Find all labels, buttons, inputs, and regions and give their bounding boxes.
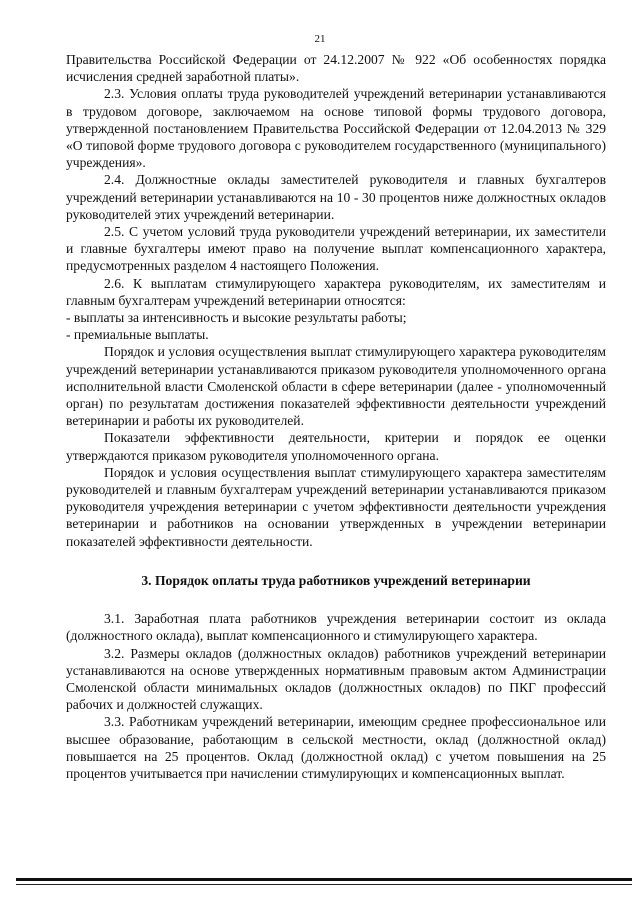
paragraph-2-5: 2.5. С учетом условий труда руководители учреждений ветеринарии, их заместители и главные бухгалтеры имеют право на получение выплат компенсационного характера, предусмотренных разделом 4 настоящего Положения. [66, 224, 606, 274]
paragraph-2-3: 2.3. Условия оплаты труда руководителей учреждений ветеринарии устанавливаются в трудовом договоре, заключаемом на основе типовой формы трудового договора, утвержденной постановлением Правительства Российской Федерации от 12.04.2013 № 329 «О типовой форме трудового договора с руководителем государственного (муниципального) учреждения». [66, 86, 606, 171]
list-item-bonus: - премиальные выплаты. [66, 327, 209, 343]
page-number: 21 [314, 33, 326, 45]
footer-rule-thick [16, 878, 632, 881]
footer-rule-thin [16, 884, 632, 885]
document-body [66, 51, 606, 782]
section-heading: 3. Порядок оплаты труда работников учреждений ветеринарии [141, 572, 531, 588]
list-item-intensity: - выплаты за интенсивность и высокие результаты работы; [66, 310, 407, 326]
paragraph-3-2: 3.2. Размеры окладов (должностных окладов) работников учреждений ветеринарии устанавливаются на основе утвержденных нормативным правовым актом Администрации Смоленской области минимальных окладов (должностных окладов) по ПКГ профессий рабочих и должностей служащих. [66, 645, 606, 713]
paragraph-incentive-heads: Порядок и условия осуществления выплат стимулирующего характера руководителям учреждений ветеринарии устанавливаются приказом руководителя уполномоченного органа исполнительной власти Смоленской области в сфере ветеринарии (далее - уполномоченный орган) по результатам достижения показателей эффективности деятельности учреждений ветеринарии и работы их руководителей. [66, 344, 606, 429]
paragraph-incentive-deputies: Порядок и условия осуществления выплат стимулирующего характера заместителям руководителей и главным бухгалтерам учреждений ветеринарии устанавливаются приказом руководителя учреждения ветеринарии с учетом эффективности деятельности учреждения ветеринарии и работников на основании утвержденных в учреждении ветеринарии показателей эффективности деятельности. [66, 464, 606, 549]
paragraph-3-1: 3.1. Заработная плата работников учреждения ветеринарии состоит из оклада (должностного оклада), выплат компенсационного и стимулирующего характера. [66, 611, 606, 644]
paragraph-continuation: Правительства Российской Федерации от 24.12.2007 № 922 «Об особенностях порядка исчисления средней заработной платы». [66, 52, 606, 85]
paragraph-3-3: 3.3. Работникам учреждений ветеринарии, имеющим среднее профессиональное или высшее образование, работающим в сельской местности, оклад (должностной оклад) повышается на 25 процентов. Оклад (должностной оклад) с учетом повышения на 25 процентов учитывается при начислении стимулирующих и компенсационных выплат. [66, 714, 606, 781]
paragraph-performance-indicators: Показатели эффективности деятельности, критерии и порядок ее оценки утверждаются приказом руководителя уполномоченного органа. [66, 430, 606, 463]
paragraph-2-6: 2.6. К выплатам стимулирующего характера руководителям, их заместителям и главным бухгалтерам учреждений ветеринарии относятся: [66, 275, 606, 308]
paragraph-2-4: 2.4. Должностные оклады заместителей руководителя и главных бухгалтеров учреждений ветеринарии устанавливаются на 10 - 30 процентов ниже должностных окладов руководителей этих учреждений ветеринарии. [66, 172, 606, 222]
